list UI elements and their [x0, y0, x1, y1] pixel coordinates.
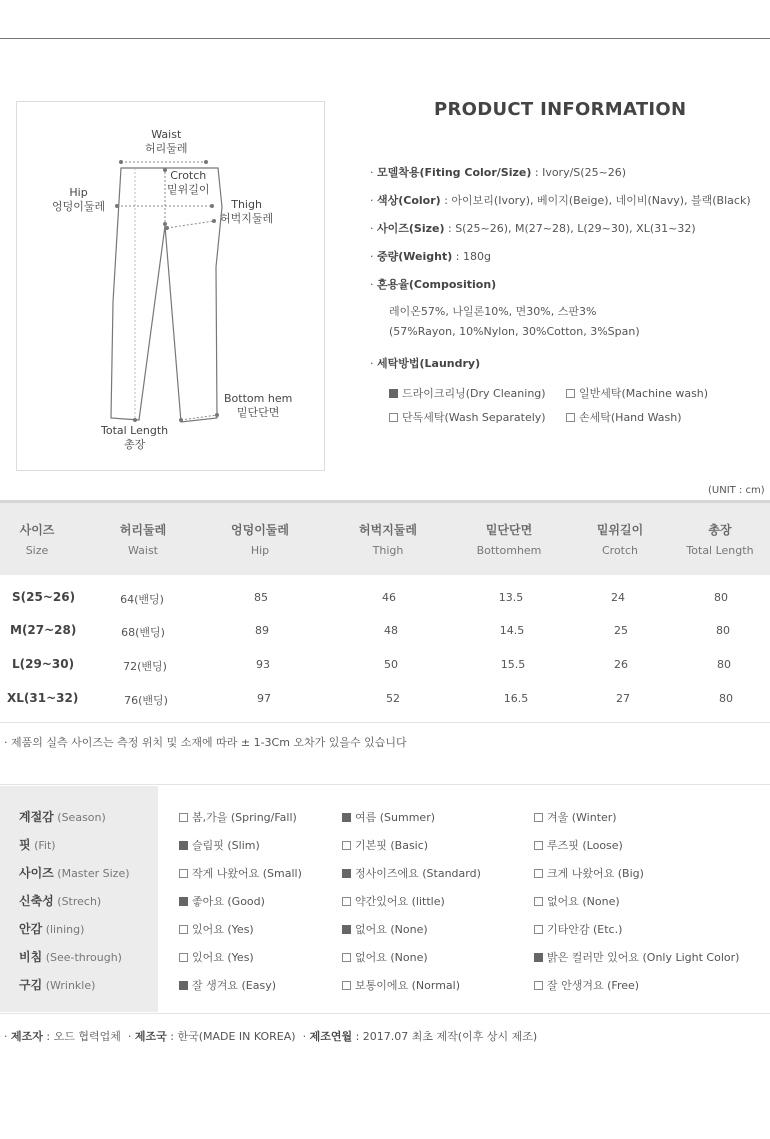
header-thigh: 허벅지둘레 Thigh — [359, 523, 417, 557]
option: 루즈핏 (Loose) — [534, 837, 623, 853]
laundry-wash-separately: 단독세탁(Wash Separately) — [389, 409, 546, 425]
laundry-dry-cleaning: 드라이크리닝(Dry Cleaning) — [389, 385, 546, 401]
table-cell: 14.5 — [499, 624, 525, 637]
feature-season-label: 계절감 (Season) — [19, 810, 106, 824]
feature-wrinkle-label: 구김 (Wrinkle) — [19, 978, 96, 992]
feature-see-through-label: 비침 (See-through) — [19, 950, 122, 964]
checkbox-empty-icon — [179, 925, 188, 934]
table-cell: 24 — [611, 591, 625, 604]
checkbox-empty-icon — [179, 953, 188, 962]
option: 기본핏 (Basic) — [342, 837, 428, 853]
option: 작게 나왔어요 (Small) — [179, 865, 302, 881]
header-size: 사이즈 Size — [19, 523, 55, 557]
checkbox-checked-icon — [179, 841, 188, 850]
header-bottomhem: 밑단단면 Bottomhem — [476, 523, 542, 557]
checkbox-checked-icon — [179, 897, 188, 906]
laundry-row: · 세탁방법(Laundry) — [370, 357, 481, 370]
fitting-row: · 모델착용(Fiting Color/Size) : Ivory/S(25~26) — [370, 166, 627, 179]
option: 잘 생겨요 (Easy) — [179, 977, 276, 993]
table-cell: 80 — [716, 624, 730, 637]
checkbox-empty-icon — [534, 869, 543, 878]
checkbox-checked-icon — [534, 953, 543, 962]
table-cell: 25 — [614, 624, 628, 637]
checkbox-empty-icon — [534, 981, 543, 990]
table-cell: 15.5 — [500, 658, 526, 671]
checkbox-checked-icon — [342, 925, 351, 934]
table-cell: 68(밴딩) — [121, 626, 165, 639]
top-divider — [0, 38, 770, 39]
checkbox-empty-icon — [534, 841, 543, 850]
composition-en: (57%Rayon, 10%Nylon, 30%Cotton, 3%Span) — [389, 325, 640, 338]
features-bottom-divider — [0, 1013, 770, 1014]
header-hip: 엉덩이둘레 Hip — [231, 523, 289, 557]
option: 겨울 (Winter) — [534, 809, 617, 825]
table-bottom-divider — [0, 722, 770, 723]
option: 없어요 (None) — [342, 921, 428, 937]
option: 봄,가을 (Spring/Fall) — [179, 809, 297, 825]
feature-fit-label: 핏 (Fit) — [19, 838, 56, 852]
thigh-label: Thigh 허벅지둘레 — [220, 198, 274, 225]
pants-measurement-diagram — [16, 101, 325, 471]
row-size-label: M(27~28) — [10, 623, 77, 637]
option: 정사이즈에요 (Standard) — [342, 865, 481, 881]
table-cell: 52 — [386, 692, 400, 705]
table-cell: 48 — [384, 624, 398, 637]
checkbox-checked-icon — [179, 981, 188, 990]
feature-lining-label: 안감 (lining) — [19, 922, 85, 936]
features-top-divider — [0, 784, 770, 785]
checkbox-empty-icon — [534, 925, 543, 934]
table-cell: 80 — [719, 692, 733, 705]
composition-row: · 혼용율(Composition) — [370, 278, 497, 291]
table-cell: 76(밴딩) — [124, 694, 168, 707]
laundry-hand-wash: 손세탁(Hand Wash) — [566, 409, 682, 425]
laundry-machine-wash: 일반세탁(Machine wash) — [566, 385, 708, 401]
table-cell: 89 — [255, 624, 269, 637]
option: 없어요 (None) — [534, 893, 620, 909]
header-total-length: 총장 Total Length — [686, 523, 754, 557]
checkbox-checked-icon — [389, 389, 398, 398]
hip-label: Hip 엉덩이둘레 — [52, 186, 106, 213]
option: 보통이에요 (Normal) — [342, 977, 460, 993]
feature-stretch-label: 신축성 (Strech) — [19, 894, 102, 908]
table-cell: 80 — [717, 658, 731, 671]
table-cell: 93 — [256, 658, 270, 671]
checkbox-empty-icon — [566, 413, 575, 422]
checkbox-empty-icon — [534, 897, 543, 906]
composition-ko: 레이온57%, 나일론10%, 면30%, 스판3% — [389, 305, 597, 318]
option: 기타안감 (Etc.) — [534, 921, 622, 937]
size-tolerance-note: · 제품의 실측 사이즈는 측정 위치 및 소재에 따라 ± 1-3Cm 오차가 있을수 있습니다 — [4, 736, 407, 749]
table-cell: 26 — [614, 658, 628, 671]
checkbox-empty-icon — [179, 869, 188, 878]
bottom-hem-label: Bottom hem 밑단단면 — [224, 392, 293, 419]
row-size-label: L(29~30) — [12, 657, 75, 671]
table-cell: 64(밴딩) — [120, 593, 164, 606]
row-size-label: S(25~26) — [12, 590, 76, 604]
color-row: · 색상(Color) : 아이보리(Ivory), 베이지(Beige), 네이비(Navy), 블랙(Black) — [370, 194, 751, 207]
table-cell: 50 — [384, 658, 398, 671]
table-cell: 46 — [382, 591, 396, 604]
checkbox-empty-icon — [342, 981, 351, 990]
table-cell: 80 — [714, 591, 728, 604]
option: 있어요 (Yes) — [179, 921, 254, 937]
checkbox-empty-icon — [179, 813, 188, 822]
option: 밝은 컬러만 있어요 (Only Light Color) — [534, 949, 739, 965]
row-size-label: XL(31~32) — [7, 691, 79, 705]
table-cell: 13.5 — [498, 591, 524, 604]
checkbox-empty-icon — [342, 897, 351, 906]
option: 좋아요 (Good) — [179, 893, 265, 909]
checkbox-empty-icon — [534, 813, 543, 822]
option: 없어요 (None) — [342, 949, 428, 965]
product-info-title: PRODUCT INFORMATION — [434, 99, 687, 120]
table-cell: 16.5 — [503, 692, 529, 705]
unit-label: (UNIT : cm) — [708, 485, 765, 496]
table-cell: 27 — [616, 692, 630, 705]
checkbox-empty-icon — [389, 413, 398, 422]
manufacturer-info: · 제조자 : 오드 협력업체 · 제조국 : 한국(MADE IN KOREA) · 제조연월 : 2017.07 최초 제작(이후 상시 제조) — [4, 1030, 538, 1043]
option: 크게 나왔어요 (Big) — [534, 865, 644, 881]
header-crotch: 밑위길이 Crotch — [596, 523, 644, 557]
option: 슬림핏 (Slim) — [179, 837, 260, 853]
size-row: · 사이즈(Size) : S(25~26), M(27~28), L(29~30), XL(31~32) — [370, 222, 696, 235]
table-cell: 85 — [254, 591, 268, 604]
header-waist: 허리둘레 Waist — [119, 523, 167, 557]
checkbox-checked-icon — [342, 869, 351, 878]
crotch-label: Crotch 밑위길이 — [167, 169, 210, 196]
checkbox-empty-icon — [342, 841, 351, 850]
waist-label: Waist 허리둘레 — [145, 128, 188, 155]
checkbox-empty-icon — [566, 389, 575, 398]
table-cell: 72(밴딩) — [123, 660, 167, 673]
weight-row: · 중량(Weight) : 180g — [370, 250, 491, 263]
option: 여름 (Summer) — [342, 809, 435, 825]
checkbox-empty-icon — [342, 953, 351, 962]
option: 잘 안생겨요 (Free) — [534, 977, 639, 993]
feature-master-size-label: 사이즈 (Master Size) — [19, 866, 130, 880]
checkbox-checked-icon — [342, 813, 351, 822]
table-cell: 97 — [257, 692, 271, 705]
option: 약간있어요 (little) — [342, 893, 445, 909]
option: 있어요 (Yes) — [179, 949, 254, 965]
total-length-label: Total Length 총장 — [101, 424, 169, 451]
